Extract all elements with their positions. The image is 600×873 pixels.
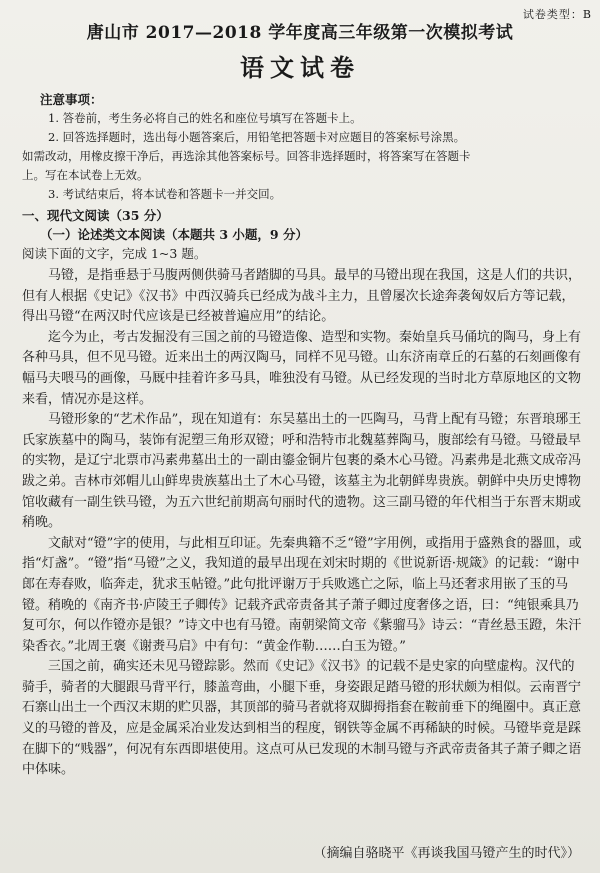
notes-heading: 注意事项： [40, 92, 103, 107]
article-source: （摘编自骆晓平《再谈我国马镫产生的时代》） [313, 846, 580, 861]
notes-item-2: 2. 回答选择题时，选出每小题答案后，用铅笔把答题卡对应题目的答案标号涂黑。 [48, 130, 466, 144]
exam-type-label: 试卷类型：B [522, 8, 592, 21]
notes-item-2-end: 上。写在本试卷上无效。 [22, 168, 149, 182]
article-paragraph-5: 三国之前，确实还未见马镫踪影。然而《史记》《汉书》的记载不是史家的向壁虚构。汉代的骑手，骑者的大腿跟马背平行，膝盖弯曲，小腿下垂，身姿跟足踏马镫的形状颇为相似。云南晋宁石寨山出土一个西汉末期的贮贝器，其顶部的骑马者就将双脚拇指套在鞍前垂下的绳圈中。真正意义的马镫的普及，应是金属采冶业发达到相当的程度，钢铁等金属不再稀缺的时候。马镫毕竟是踩在脚下的“贱器”，何况有东西即堪使用。这点可从已发现的木制马镫与齐武帝责备其子萧子卿之语中体味。 [22, 659, 582, 778]
notes-item-2-cont: 如需改动，用橡皮擦干净后，再选涂其他答案标号。回答非选择题时，将答案写在答题卡 [22, 149, 471, 163]
article-paragraph-1: 马镫，是指垂悬于马腹两侧供骑马者踏脚的马具。最早的马镫出现在我国，这是人们的共识，但有人根据《史记》《汉书》中西汉骑兵已经成为战斗主力，且曾屡次长途奔袭匈奴后方等记载，得出马镫“在两汉时代应该是已经被普遍应用”的结论。 [22, 268, 582, 325]
notes-item-3: 3. 考试结束后，将本试卷和答题卡一并交回。 [48, 187, 282, 201]
exam-header-title: 唐山市 2017—2018 学年度高三年级第一次模拟考试 [86, 23, 514, 43]
section-instruction: 阅读下面的文字，完成 1~3 题。 [22, 246, 207, 261]
section-subtitle: （一）论述类文本阅读（本题共 3 小题，9 分） [40, 227, 308, 242]
subject-title: 语文试卷 [240, 53, 360, 82]
article-paragraph-2: 迄今为止，考古发掘没有三国之前的马镫造像、造型和实物。秦始皇兵马俑坑的陶马，身上有各种马具，但不见马镫。近来出土的两汉陶马，同样不见马镫。山东济南章丘的石墓的石刻画像有幅马夫喂马的画像，马厩中挂着许多马具，唯独没有马镫。从已经发现的当时北方草原地区的文物来看，情况亦是这样。 [22, 329, 582, 407]
section-block [22, 206, 586, 263]
notes-item-1: 1. 答卷前，考生务必将自己的姓名和座位号填写在答题卡上。 [48, 111, 362, 125]
article-body [22, 266, 586, 838]
section-title: 一、现代文阅读（35 分） [22, 208, 169, 223]
article-paragraph-4: 文献对“镫”字的使用，与此相互印证。先秦典籍不乏“镫”字用例，或指用于盛熟食的器皿，或指“灯盏”。“镫”指“马镫”之义，我知道的最早出现在刘宋时期的《世说新语·规箴》的记载：“谢中郎在寿春败，临奔走，犹求玉帖镫。”此句批评谢万于兵败逃亡之际，临上马还奢求用嵌了玉的马镫。稍晚的《南齐书·庐陵王子卿传》记载齐武帝责备其子萧子卿过度奢侈之语，曰：“纯银乘具乃复可尔，何以作镫亦是银？”诗文中也有马镫。南朝梁简文帝《紫骝马》诗云：“青丝悬玉蹬，朱汗染香衣。”北周王褒《谢赉马启》中有句：“黄金作勒……白玉为镫。” [22, 535, 582, 654]
article-paragraph-3: 马镫形象的“艺术作品”，现在知道有：东吴墓出土的一匹陶马，马背上配有马镫；东晋琅琊王氏家族墓中的陶马，装饰有泥塑三角形双镫；呼和浩特市北魏墓葬陶马，腹部绘有马镫。马镫最早的实物，是辽宁北票市冯素弗墓出土的一副由鎏金铜片包裹的桑木心马镫。冯素弗是北燕文成帝冯跋之弟。吉林市郊帽儿山鲜卑贵族墓出土了木心马镫，该墓主为北朝鲜卑贵族。朝鲜中央历史博物馆收藏有一副生铁马镫，为五六世纪前期高句丽时代的遗物。这三副马镫的年代相当于东晋末期或稍晚。 [22, 412, 582, 531]
notes-block [22, 90, 586, 204]
